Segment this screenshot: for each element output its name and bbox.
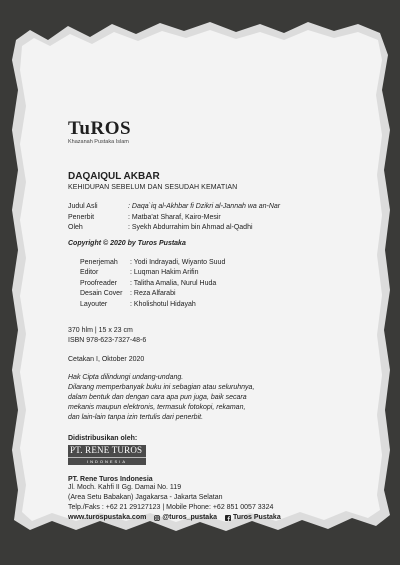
detail-publisher [68, 213, 368, 224]
credit-label: Layouter [80, 300, 108, 308]
credit-proofreader [80, 279, 368, 290]
credit-label: Editor [80, 269, 99, 276]
credit-label: Proofreader [80, 279, 117, 287]
credit-value: : Kholishotul Hidayah [130, 300, 196, 308]
detail-value: : Matba'at Sharaf, Kairo-Mesir [128, 213, 221, 221]
rights-line: Dilarang memperbanyak buku ini sebagian atau seluruhnya, [68, 384, 255, 391]
rights-line: dan lain-lain tanpa izin tertulis dari penerbit. [68, 414, 204, 421]
rights-line: Hak Cipta dilindungi undang-undang. [68, 374, 184, 381]
book-specs [68, 326, 368, 346]
edition-line: Cetakan I, Oktober 2020 [68, 356, 145, 363]
rights-notice [68, 373, 368, 423]
detail-original-title [68, 202, 368, 213]
contact-row [68, 514, 368, 521]
rene-logo-name: PT. RENE TUROS [70, 445, 143, 455]
instagram-handle[interactable]: @turos_pustaka [162, 514, 217, 521]
turos-tagline: Khazanah Pustaka Islam [68, 139, 129, 145]
distributor-name: PT. Rene Turos Indonesia [68, 476, 153, 483]
distributor-phone: Telp./Faks : +62 21 29127123 | Mobile Phone: +62 851 0057 3324 [68, 504, 274, 511]
turos-logo: TuROS [68, 118, 132, 139]
isbn: ISBN 978-623-7327-48-6 [68, 337, 147, 344]
credit-value: : Talitha Amalia, Nurul Huda [130, 279, 217, 287]
credit-editor [80, 268, 368, 279]
colophon [68, 120, 368, 521]
rene-logo-country: INDONESIA [68, 457, 146, 464]
credit-layouter [80, 300, 368, 311]
credit-value: : Reza Alfarabi [130, 290, 176, 297]
detail-label: Penerbit [68, 213, 95, 221]
rights-line: dalam bentuk dan dengan cara apa pun juga, baik secara [68, 394, 247, 401]
website-link[interactable]: www.turospustaka.com [68, 514, 147, 521]
distributor-address-1: Jl. Moch. Kahfi II Gg. Damai No. 119 [68, 484, 182, 491]
detail-value: : Syekh Abdurrahim bin Ahmad al-Qadhi [128, 224, 253, 231]
book-title: DAQAIQUL AKBAR [68, 171, 160, 182]
credit-label: Penerjemah [80, 258, 118, 266]
detail-value: : Daqa`iq al-Akhbar fi Dzikri al-Jannah wa an-Nar [128, 203, 281, 210]
detail-label: Judul Asli [68, 203, 98, 210]
book-details [68, 202, 368, 234]
detail-label: Oleh [68, 224, 83, 231]
rights-line: mekanis maupun elektronis, termasuk fotokopi, rekaman, [68, 404, 246, 411]
facebook-page[interactable]: Turos Pustaka [233, 514, 281, 521]
instagram-icon [154, 515, 160, 521]
detail-author [68, 223, 368, 234]
distributor-address-2: (Area Setu Babakan) Jagakarsa - Jakarta Selatan [68, 494, 223, 501]
rene-turos-logo [68, 445, 146, 465]
book-subtitle: KEHIDUPAN SEBELUM DAN SESUDAH KEMATIAN [68, 184, 238, 191]
copyright-line: Copyright © 2020 by Turos Pustaka [68, 239, 186, 247]
page-count-size: 370 hlm | 15 x 23 cm [68, 327, 133, 334]
credit-value: : Yodi Indrayadi, Wiyanto Suud [130, 258, 226, 266]
facebook-icon [225, 515, 231, 521]
credit-translator [80, 258, 368, 269]
credit-value: : Luqman Hakim Arifin [130, 269, 199, 276]
credits-list [80, 258, 368, 311]
credit-label: Desain Cover [80, 290, 123, 297]
credit-cover-design [80, 289, 368, 300]
distributor-heading: Didistribusikan oleh: [68, 435, 138, 442]
